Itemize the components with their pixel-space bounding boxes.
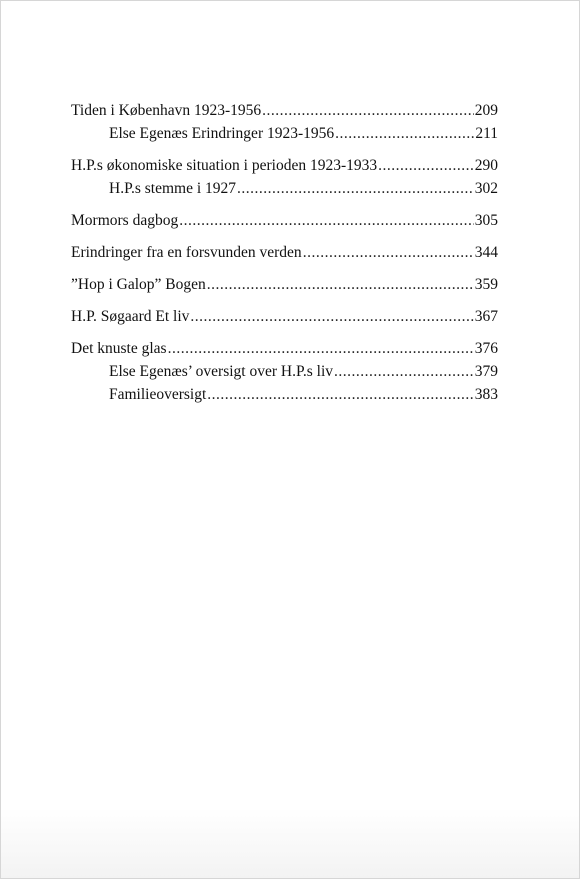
toc-subentry xyxy=(71,383,498,406)
toc-section xyxy=(71,154,498,200)
dot-leader xyxy=(334,360,474,383)
toc-page-number: 290 xyxy=(474,157,498,174)
dot-leader xyxy=(378,154,474,177)
toc-section xyxy=(71,99,498,145)
toc-subentry xyxy=(71,122,498,145)
toc-page-number: 359 xyxy=(474,276,498,293)
toc-page-number: 305 xyxy=(474,212,498,229)
toc-entry-title: Erindringer fra en forsvunden verden xyxy=(71,244,302,261)
toc-entry-title: H.P. Søgaard Et liv xyxy=(71,308,190,325)
dot-leader xyxy=(303,241,474,264)
toc-entry-title: ”Hop i Galop” Bogen xyxy=(71,276,206,293)
toc-section xyxy=(71,241,498,264)
toc-page-number: 379 xyxy=(474,363,498,380)
toc-section xyxy=(71,273,498,296)
toc-entry xyxy=(71,99,498,122)
toc-entry xyxy=(71,305,498,328)
dot-leader xyxy=(237,177,474,200)
dot-leader xyxy=(179,209,474,232)
toc-section xyxy=(71,305,498,328)
dot-leader xyxy=(168,337,474,360)
toc-page-number: 383 xyxy=(474,386,498,403)
dot-leader xyxy=(190,305,473,328)
toc-entry-title: H.P.s økonomiske situation i perioden 1923-1933 xyxy=(71,157,378,174)
toc-subentry xyxy=(71,177,498,200)
toc-entry-title: Det knuste glas xyxy=(71,340,167,357)
toc-entry-title: Tiden i København 1923-1956 xyxy=(71,102,262,119)
toc-entry xyxy=(71,337,498,360)
toc-entry-title: Else Egenæs Erindringer 1923-1956 xyxy=(109,125,335,142)
toc-section xyxy=(71,337,498,406)
toc-page-number: 302 xyxy=(474,180,498,197)
toc-entry-title: H.P.s stemme i 1927 xyxy=(109,180,237,197)
toc-page-number: 367 xyxy=(474,308,498,325)
dot-leader xyxy=(262,99,474,122)
toc-entry-title: Familieoversigt xyxy=(109,386,207,403)
toc-entry xyxy=(71,273,498,296)
dot-leader xyxy=(207,383,473,406)
toc-page-number: 376 xyxy=(474,340,498,357)
dot-leader xyxy=(335,122,474,145)
toc-subentry xyxy=(71,360,498,383)
dot-leader xyxy=(207,273,474,296)
toc-page-number: 211 xyxy=(475,125,498,142)
toc-section xyxy=(71,209,498,232)
toc-entry-title: Else Egenæs’ oversigt over H.P.s liv xyxy=(109,363,334,380)
table-of-contents xyxy=(71,99,498,415)
toc-page-number: 209 xyxy=(474,102,498,119)
toc-page-number: 344 xyxy=(474,244,498,261)
toc-entry xyxy=(71,209,498,232)
toc-entry xyxy=(71,154,498,177)
toc-entry-title: Mormors dagbog xyxy=(71,212,179,229)
toc-entry xyxy=(71,241,498,264)
